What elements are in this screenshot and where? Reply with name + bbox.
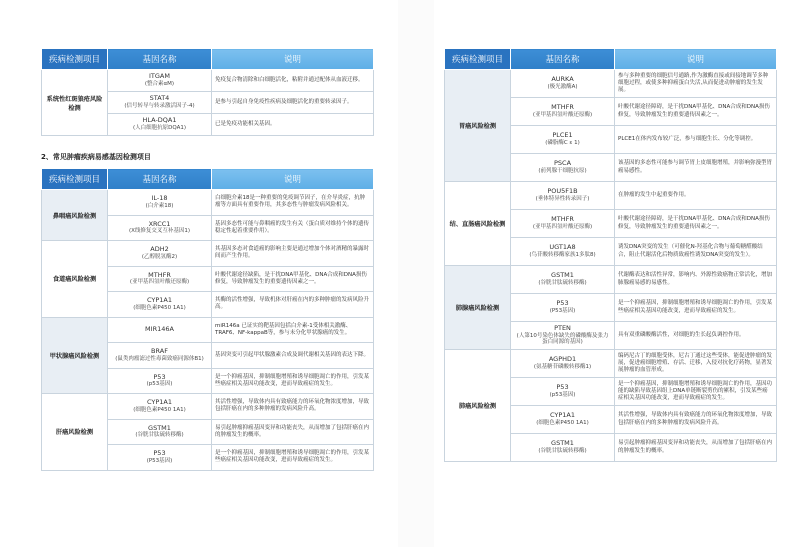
gene-symbol: PSCA	[553, 159, 572, 168]
table-row	[445, 70, 777, 98]
table-row	[42, 241, 374, 267]
header-disease: 疾病检测项目	[42, 49, 108, 70]
table-row	[42, 190, 374, 216]
gene-name	[108, 241, 212, 267]
gene-description: 其酶的活性增强，导致机体对肝癌在内的多种肿瘤的发病风险升高。	[212, 292, 374, 318]
gene-name	[511, 126, 615, 154]
header-row	[445, 49, 777, 70]
gene-name	[108, 368, 212, 394]
gene-description: 具有双重磷酸酶活性，对细胞的生长起负调控作用。	[615, 322, 777, 350]
gene-fullname: (细胞色素P450 1A1)	[536, 420, 589, 427]
gene-name	[108, 92, 212, 114]
gene-name	[511, 406, 615, 434]
gene-symbol: PLCE1	[552, 131, 573, 140]
gene-symbol: AGPHD1	[548, 355, 577, 364]
header-disease: 疾病检测项目	[445, 49, 511, 70]
gene-description: 叶酸代谢途径障碍，是干扰DNA甲基化、DNA合成和DNA损伤修复，导致肿瘤发生的重要遗传因素之一。	[615, 210, 777, 238]
gene-description: 白细胞介素18是一种重要的免疫调节因子，在介导炎症，抗肿瘤等方面具有重要作用，其多态性与肿瘤发病风险相关。	[212, 190, 374, 216]
header-desc: 说明	[615, 49, 777, 70]
gene-description: 参与多种重要的细胞信号通路,作为激酶直接或间接地调节多种细胞过程，或使多种抑癌蛋白失活,从而促进动肿瘤的发生发展。	[615, 70, 777, 98]
gene-symbol: P53	[556, 383, 569, 392]
gene-description: 该基因的多态性可能参与调节胃上皮细胞增殖，并影响弥漫型胃癌易感性。	[615, 154, 777, 182]
gene-symbol: CYP1A1	[146, 398, 173, 407]
header-disease: 疾病检测项目	[42, 169, 108, 190]
gene-symbol: STAT4	[149, 94, 170, 103]
header-gene: 基因名称	[108, 169, 212, 190]
gene-name	[108, 215, 212, 241]
disease-name: 甲状腺癌风险检测	[42, 317, 108, 394]
header-row	[42, 49, 374, 70]
gene-name	[511, 350, 615, 378]
gene-description: 基因突变可引起甲状腺激素合成及调代谢相关基因的表达下降。	[212, 343, 374, 369]
gene-description: 是一个抑癌基因，抑制细胞增殖和诱导细胞凋亡的作用，引发某些癌症相关基因功能改变，进而导致癌症的发生。	[615, 294, 777, 322]
gene-fullname: (白介素18)	[145, 202, 174, 209]
gene-description: 已是免疫功能相关基因。	[212, 114, 374, 136]
gene-description: 在肿瘤的发生中起重要作用。	[615, 182, 777, 210]
header-gene: 基因名称	[511, 49, 615, 70]
gene-symbol: MTHFR	[148, 270, 171, 279]
gene-symbol: P53	[153, 449, 166, 458]
gene-description: 叶酸代谢途径障碍，是干扰DNA甲基化、DNA合成和DNA损伤修复，导致肿瘤发生的重要遗传因素之一。	[615, 98, 777, 126]
gene-name	[511, 154, 615, 182]
header-row	[42, 169, 374, 190]
gene-description: 是一个抑癌基因，抑制细胞增殖和诱导细胞凋亡的作用，引发某些癌症相关基因功能改变，进而导致癌症的发生。	[212, 445, 374, 471]
gene-name	[108, 394, 212, 420]
disease-name: 系统性红斑狼疮风险检测	[42, 70, 108, 136]
gene-name	[108, 70, 212, 92]
gene-symbol: AURKA	[551, 75, 574, 84]
gene-symbol: PTEN	[554, 324, 571, 332]
gene-description: 其活性增强，导致体内具有致癌能力的环氧化物浓度增加，导致包括肝癌在内的多种肿瘤的发病风险升高。	[212, 394, 374, 420]
disease-name: 食道癌风险检测	[42, 241, 108, 318]
gene-fullname: (p53基因)	[146, 381, 173, 388]
gene-fullname: (人第10号染色体缺失的磷酸酶及张力蛋白同源的基因)	[516, 332, 609, 346]
gene-name	[511, 322, 615, 350]
gene-description: 易引起肿瘤抑癌基因变异和功能丧失，从而增加了包括肝癌在内的肿瘤发生的概率。	[615, 434, 777, 462]
header-desc: 说明	[212, 169, 374, 190]
gene-name	[511, 378, 615, 406]
gene-symbol: GSTM1	[551, 439, 574, 448]
gene-fullname: (亚甲基四氢叶酸还原酶)	[532, 224, 593, 231]
gene-symbol: GSTM1	[148, 423, 171, 432]
gene-fullname: (垂体特异性转录因子)	[535, 196, 590, 203]
gene-fullname: (亚甲基四氢叶酸还原酶)	[129, 279, 190, 286]
tumor-table-left	[41, 168, 374, 471]
gene-fullname: (P53基因)	[549, 308, 576, 315]
disease-name: 结、直肠癌风险检测	[445, 182, 511, 266]
section-title: 2、常见肿瘤疾病易感基因检测项目	[41, 153, 151, 161]
gene-fullname: (细胞色素P450 1A1)	[133, 304, 186, 311]
gene-symbol: MTHFR	[551, 215, 574, 224]
gene-name	[108, 317, 212, 343]
gene-description: 是一个抑癌基因，抑制细胞增殖和诱导细胞凋亡的作用，基因功能的缺陷导致基因组上DNA单链断裂剪伤的累积，引发某些癌症相关基因功能改变，进而导致癌症的发生。	[615, 378, 777, 406]
gene-description: 其活性增强，导致体内具有致癌能力的环氧化物浓度增加，导致包括肝癌在内的多种肿瘤的发病风险升高。	[615, 406, 777, 434]
gene-symbol: GSTM1	[551, 271, 574, 280]
gene-fullname: (信号转导与转录激活因子-4)	[124, 103, 195, 110]
gene-description: 是一个抑癌基因，抑制细胞增殖和诱导细胞凋亡的作用，引发某些癌症相关基因功能改变，进而导致癌症的发生。	[212, 368, 374, 394]
gene-fullname: (亚甲基四氢叶酸还原酶)	[532, 112, 593, 119]
disease-name: 肺癌风险检测	[445, 350, 511, 462]
gene-symbol: BRAF	[151, 347, 168, 356]
gene-fullname: (乙醇脱氢酶2)	[141, 253, 178, 260]
gene-fullname: (p53基因)	[549, 392, 576, 399]
gene-name	[511, 238, 615, 266]
gene-name	[511, 210, 615, 238]
gene-description: 是参与引起自身免疫性疾病及细胞活化的重要转录因子。	[212, 92, 374, 114]
gene-fullname: (谷胱甘肽硫转移酶)	[538, 448, 587, 455]
disease-name: 鼻咽癌风险检测	[42, 190, 108, 241]
gene-name	[511, 294, 615, 322]
gene-description: 诱发DNA突变的发生（可催化N-羟基化合物与葡萄糖醛酸结合，阻止代谢活化后物质致癌性诱发DNA突变的发生）。	[615, 238, 777, 266]
disease-name: 肝癌风险检测	[42, 394, 108, 471]
gene-description: 代谢酶表达和活性异常，影响内、外源性致癌物正常活化，增加肺腺癌易感的易感性。	[615, 266, 777, 294]
lupus-table	[41, 48, 374, 136]
gene-fullname: (谷胱甘肽硫转移酶)	[538, 280, 587, 287]
gene-description: PLCE1在体内发布较广泛，参与细胞生长、分化等调控。	[615, 126, 777, 154]
gene-symbol: IL-18	[151, 194, 168, 203]
gene-symbol: XRCC1	[148, 219, 171, 228]
gene-description: 易引起肿瘤抑癌基因变异和功能丧失，从而增加了包括肝癌在内的肿瘤发生的概率。	[212, 419, 374, 445]
gene-symbol: POU5F1B	[547, 187, 578, 196]
gene-fullname: (谷胱甘肽硫转移酶)	[135, 432, 184, 439]
table-row	[445, 350, 777, 378]
gene-name	[108, 292, 212, 318]
table-row	[445, 182, 777, 210]
disease-name: 胃癌风险检测	[445, 70, 511, 182]
gene-fullname: (整合素αM)	[144, 81, 175, 88]
gene-name	[511, 98, 615, 126]
header-gene: 基因名称	[108, 49, 212, 70]
gene-symbol: MIR146A	[145, 324, 174, 333]
table-row	[42, 70, 374, 92]
gene-symbol: UGT1A8	[549, 243, 576, 252]
gene-name	[108, 114, 212, 136]
gene-fullname: (极光激酶A)	[547, 84, 578, 91]
gene-name	[511, 70, 615, 98]
page-gutter	[398, 0, 434, 547]
gene-fullname: (细胞色素P450 1A1)	[133, 406, 186, 413]
gene-name	[108, 343, 212, 369]
table-row	[445, 266, 777, 294]
gene-fullname: (人白细胞抗原DQA1)	[132, 125, 187, 132]
gene-description: 基因多态性可能与鼻咽癌的发生有关（蛋白质对维持个体的遗传稳定性起着重要作用）。	[212, 215, 374, 241]
gene-symbol: ADH2	[150, 245, 169, 254]
gene-name	[108, 445, 212, 471]
gene-description: 叶酸代谢途径缺陷，是干扰DNA甲基化、DNA合成和DNA损伤修复，导致肿瘤发生的重要遗传因素之一。	[212, 266, 374, 292]
gene-symbol: CYP1A1	[146, 296, 173, 305]
gene-fullname: (磷脂酶C ε 1)	[545, 140, 580, 147]
gene-symbol: P53	[153, 372, 166, 381]
gene-name	[108, 419, 212, 445]
gene-symbol: ITGAM	[149, 72, 170, 81]
gene-description: 编码尼古丁的细胞受体，尼古丁通过这些受体，能促进肿瘤的发展，促进癌细胞增殖、存活、迁移，入侵对抗化疗药物，显著发展肿瘤的血管形成。	[615, 350, 777, 378]
gene-description: 免疫复合物清除和白细胞活化，粘附并通过配体从血液迁移。	[212, 70, 374, 92]
gene-fullname: (前列腺干细胞抗原)	[538, 168, 587, 175]
gene-symbol: CYP1A1	[549, 411, 576, 420]
gene-fullname: (P53基因)	[146, 457, 173, 464]
gene-name	[511, 434, 615, 462]
gene-name	[511, 182, 615, 210]
gene-name	[511, 266, 615, 294]
disease-name: 肺腺癌风险检测	[445, 266, 511, 350]
gene-description: 其基因多态对食道癌的影响主要是通过增加个体对酒精的暴露时间而产生作用。	[212, 241, 374, 267]
gene-symbol: P53	[556, 299, 569, 308]
gene-name	[108, 266, 212, 292]
tumor-table-right	[444, 48, 777, 462]
gene-fullname: (鼠类肉瘤滤过性毒菌致癌同源体B1)	[115, 355, 204, 362]
gene-name	[108, 190, 212, 216]
header-desc: 说明	[212, 49, 374, 70]
table-row	[42, 394, 374, 420]
gene-fullname: (鸟苷酸转移酶家族1多肽8)	[529, 252, 596, 259]
gene-symbol: MTHFR	[551, 103, 574, 112]
gene-fullname: (氨基糖苷磷酸转移酶1)	[533, 364, 592, 371]
gene-description: miR146a 已证实的靶基因包括白介素-1受体相关激酶、TRAF6、NF-kappaB等，参与未分化甲状腺癌的发生。	[212, 317, 374, 343]
gene-fullname: (X线修复交叉互补基因1)	[128, 228, 191, 235]
table-row	[42, 317, 374, 343]
gene-symbol: HLA-DQA1	[142, 116, 177, 125]
